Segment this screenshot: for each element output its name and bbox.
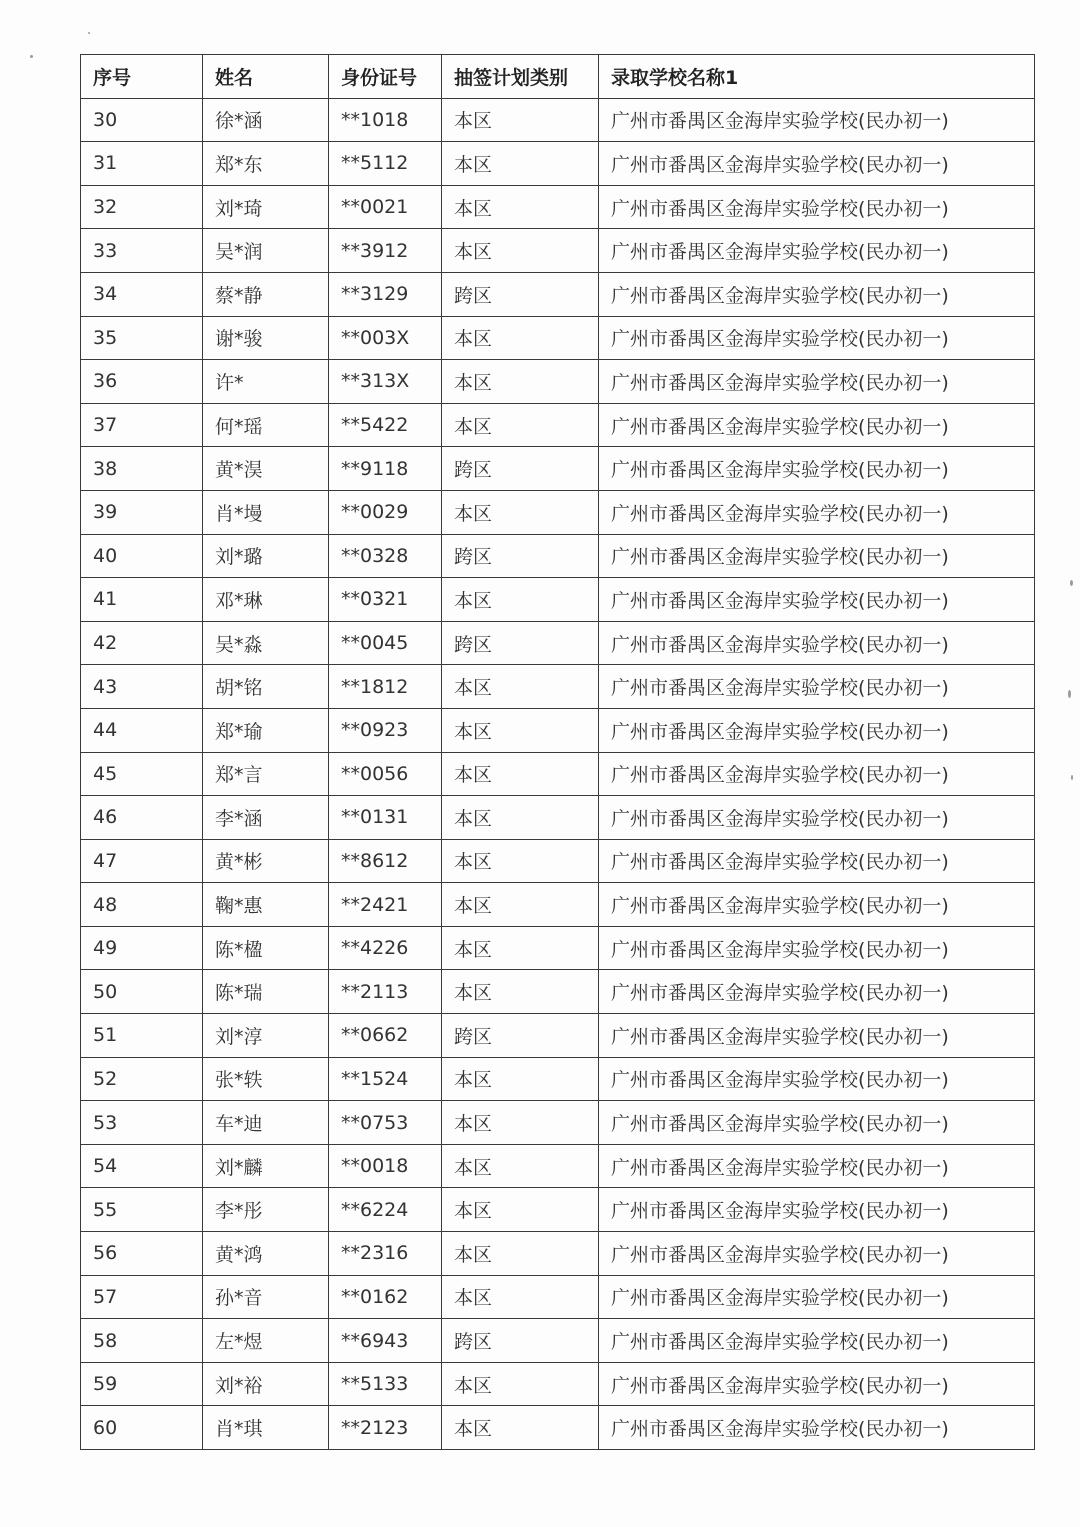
cell-plan-type: 本区 <box>442 1362 599 1406</box>
cell-school-name: 广州市番禺区金海岸实验学校(民办初一) <box>599 360 1035 404</box>
cell-seq: 42 <box>81 621 203 665</box>
cell-seq: 31 <box>81 142 203 186</box>
cell-id-number: **0021 <box>329 185 442 229</box>
table-row <box>81 534 1035 578</box>
cell-id-number: **5422 <box>329 403 442 447</box>
table-row <box>81 752 1035 796</box>
table-row <box>81 1232 1035 1276</box>
table-row <box>81 1101 1035 1145</box>
cell-seq: 56 <box>81 1232 203 1276</box>
table-row <box>81 839 1035 883</box>
table-body <box>81 98 1035 1449</box>
cell-id-number: **5133 <box>329 1362 442 1406</box>
table-row <box>81 403 1035 447</box>
cell-plan-type: 本区 <box>442 142 599 186</box>
cell-seq: 49 <box>81 926 203 970</box>
header-seq: 序号 <box>81 55 203 99</box>
cell-seq: 45 <box>81 752 203 796</box>
cell-plan-type: 本区 <box>442 708 599 752</box>
cell-seq: 32 <box>81 185 203 229</box>
cell-name: 张*轶 <box>203 1057 329 1101</box>
cell-id-number: **1812 <box>329 665 442 709</box>
cell-seq: 43 <box>81 665 203 709</box>
cell-school-name: 广州市番禺区金海岸实验学校(民办初一) <box>599 98 1035 142</box>
cell-school-name: 广州市番禺区金海岸实验学校(民办初一) <box>599 185 1035 229</box>
cell-plan-type: 跨区 <box>442 272 599 316</box>
cell-name: 刘*麟 <box>203 1144 329 1188</box>
cell-plan-type: 本区 <box>442 490 599 534</box>
cell-name: 陈*瑞 <box>203 970 329 1014</box>
cell-id-number: **9118 <box>329 447 442 491</box>
cell-school-name: 广州市番禺区金海岸实验学校(民办初一) <box>599 1014 1035 1058</box>
cell-seq: 48 <box>81 883 203 927</box>
table-row <box>81 142 1035 186</box>
table-row <box>81 1275 1035 1319</box>
header-plan-type: 抽签计划类别 <box>442 55 599 99</box>
cell-id-number: **1018 <box>329 98 442 142</box>
cell-seq: 60 <box>81 1406 203 1450</box>
cell-seq: 47 <box>81 839 203 883</box>
cell-name: 陈*楹 <box>203 926 329 970</box>
cell-seq: 54 <box>81 1144 203 1188</box>
cell-school-name: 广州市番禺区金海岸实验学校(民办初一) <box>599 272 1035 316</box>
cell-id-number: **0056 <box>329 752 442 796</box>
header-id-number: 身份证号 <box>329 55 442 99</box>
scan-speck <box>1071 775 1073 780</box>
cell-school-name: 广州市番禺区金海岸实验学校(民办初一) <box>599 665 1035 709</box>
table-row <box>81 926 1035 970</box>
cell-name: 肖*墁 <box>203 490 329 534</box>
cell-plan-type: 本区 <box>442 316 599 360</box>
cell-seq: 33 <box>81 229 203 273</box>
cell-id-number: **3912 <box>329 229 442 273</box>
cell-plan-type: 本区 <box>442 403 599 447</box>
cell-plan-type: 本区 <box>442 578 599 622</box>
cell-plan-type: 跨区 <box>442 534 599 578</box>
cell-plan-type: 本区 <box>442 839 599 883</box>
cell-name: 刘*琦 <box>203 185 329 229</box>
cell-name: 蔡*静 <box>203 272 329 316</box>
cell-name: 孙*音 <box>203 1275 329 1319</box>
cell-school-name: 广州市番禺区金海岸实验学校(民办初一) <box>599 926 1035 970</box>
cell-id-number: **0923 <box>329 708 442 752</box>
cell-school-name: 广州市番禺区金海岸实验学校(民办初一) <box>599 229 1035 273</box>
cell-name: 李*涵 <box>203 796 329 840</box>
cell-school-name: 广州市番禺区金海岸实验学校(民办初一) <box>599 1275 1035 1319</box>
cell-school-name: 广州市番禺区金海岸实验学校(民办初一) <box>599 1188 1035 1232</box>
cell-id-number: **0328 <box>329 534 442 578</box>
table-row <box>81 621 1035 665</box>
cell-plan-type: 本区 <box>442 185 599 229</box>
cell-school-name: 广州市番禺区金海岸实验学校(民办初一) <box>599 839 1035 883</box>
cell-name: 李*彤 <box>203 1188 329 1232</box>
cell-school-name: 广州市番禺区金海岸实验学校(民办初一) <box>599 403 1035 447</box>
cell-seq: 37 <box>81 403 203 447</box>
cell-name: 刘*璐 <box>203 534 329 578</box>
cell-school-name: 广州市番禺区金海岸实验学校(民办初一) <box>599 1319 1035 1363</box>
table-row <box>81 883 1035 927</box>
cell-name: 车*迪 <box>203 1101 329 1145</box>
cell-school-name: 广州市番禺区金海岸实验学校(民办初一) <box>599 708 1035 752</box>
cell-name: 郑*瑜 <box>203 708 329 752</box>
table-row <box>81 360 1035 404</box>
cell-school-name: 广州市番禺区金海岸实验学校(民办初一) <box>599 621 1035 665</box>
cell-plan-type: 本区 <box>442 98 599 142</box>
cell-school-name: 广州市番禺区金海岸实验学校(民办初一) <box>599 1144 1035 1188</box>
cell-plan-type: 本区 <box>442 360 599 404</box>
cell-seq: 52 <box>81 1057 203 1101</box>
cell-plan-type: 本区 <box>442 665 599 709</box>
scan-speck <box>30 55 33 58</box>
cell-seq: 58 <box>81 1319 203 1363</box>
cell-id-number: **5112 <box>329 142 442 186</box>
cell-seq: 30 <box>81 98 203 142</box>
cell-name: 许* <box>203 360 329 404</box>
table-row <box>81 1014 1035 1058</box>
table-header-row <box>81 55 1035 99</box>
cell-name: 徐*涵 <box>203 98 329 142</box>
cell-name: 邓*琳 <box>203 578 329 622</box>
table-row <box>81 578 1035 622</box>
cell-seq: 40 <box>81 534 203 578</box>
cell-name: 吴*润 <box>203 229 329 273</box>
table-row <box>81 1057 1035 1101</box>
cell-name: 肖*琪 <box>203 1406 329 1450</box>
scan-speck <box>1068 690 1071 698</box>
table-row <box>81 665 1035 709</box>
cell-plan-type: 跨区 <box>442 1319 599 1363</box>
cell-school-name: 广州市番禺区金海岸实验学校(民办初一) <box>599 752 1035 796</box>
cell-name: 左*煜 <box>203 1319 329 1363</box>
cell-id-number: **0162 <box>329 1275 442 1319</box>
cell-name: 黄*鸿 <box>203 1232 329 1276</box>
cell-id-number: **313X <box>329 360 442 404</box>
table-row <box>81 447 1035 491</box>
cell-name: 鞠*惠 <box>203 883 329 927</box>
cell-plan-type: 本区 <box>442 1144 599 1188</box>
cell-seq: 44 <box>81 708 203 752</box>
cell-seq: 36 <box>81 360 203 404</box>
table-row <box>81 1319 1035 1363</box>
cell-seq: 38 <box>81 447 203 491</box>
header-school-name: 录取学校名称1 <box>599 55 1035 99</box>
table-row <box>81 1406 1035 1450</box>
table-row <box>81 1188 1035 1232</box>
cell-seq: 41 <box>81 578 203 622</box>
cell-school-name: 广州市番禺区金海岸实验学校(民办初一) <box>599 1232 1035 1276</box>
cell-school-name: 广州市番禺区金海岸实验学校(民办初一) <box>599 1101 1035 1145</box>
cell-name: 黄*彬 <box>203 839 329 883</box>
cell-school-name: 广州市番禺区金海岸实验学校(民办初一) <box>599 316 1035 360</box>
cell-plan-type: 跨区 <box>442 621 599 665</box>
table-row <box>81 1362 1035 1406</box>
cell-plan-type: 本区 <box>442 1188 599 1232</box>
cell-id-number: **0753 <box>329 1101 442 1145</box>
cell-plan-type: 本区 <box>442 752 599 796</box>
cell-plan-type: 本区 <box>442 1406 599 1450</box>
cell-id-number: **2316 <box>329 1232 442 1276</box>
cell-name: 黄*淏 <box>203 447 329 491</box>
cell-name: 吴*淼 <box>203 621 329 665</box>
header-name: 姓名 <box>203 55 329 99</box>
cell-plan-type: 本区 <box>442 1057 599 1101</box>
cell-name: 刘*裕 <box>203 1362 329 1406</box>
cell-plan-type: 本区 <box>442 796 599 840</box>
cell-school-name: 广州市番禺区金海岸实验学校(民办初一) <box>599 578 1035 622</box>
table-row <box>81 229 1035 273</box>
table-row <box>81 708 1035 752</box>
cell-seq: 50 <box>81 970 203 1014</box>
table-row <box>81 970 1035 1014</box>
cell-school-name: 广州市番禺区金海岸实验学校(民办初一) <box>599 970 1035 1014</box>
cell-id-number: **4226 <box>329 926 442 970</box>
cell-plan-type: 本区 <box>442 1101 599 1145</box>
table-row <box>81 272 1035 316</box>
cell-name: 胡*铭 <box>203 665 329 709</box>
cell-id-number: **2421 <box>329 883 442 927</box>
cell-id-number: **0029 <box>329 490 442 534</box>
cell-school-name: 广州市番禺区金海岸实验学校(民办初一) <box>599 1406 1035 1450</box>
scan-speck <box>1070 580 1073 586</box>
cell-name: 何*瑶 <box>203 403 329 447</box>
cell-id-number: **2123 <box>329 1406 442 1450</box>
cell-plan-type: 本区 <box>442 229 599 273</box>
cell-seq: 53 <box>81 1101 203 1145</box>
admission-table <box>80 54 1035 1450</box>
cell-seq: 57 <box>81 1275 203 1319</box>
cell-name: 谢*骏 <box>203 316 329 360</box>
cell-seq: 59 <box>81 1362 203 1406</box>
cell-id-number: **0018 <box>329 1144 442 1188</box>
cell-id-number: **3129 <box>329 272 442 316</box>
cell-id-number: **1524 <box>329 1057 442 1101</box>
cell-seq: 46 <box>81 796 203 840</box>
cell-school-name: 广州市番禺区金海岸实验学校(民办初一) <box>599 1057 1035 1101</box>
cell-seq: 51 <box>81 1014 203 1058</box>
cell-id-number: **0321 <box>329 578 442 622</box>
cell-seq: 39 <box>81 490 203 534</box>
cell-school-name: 广州市番禺区金海岸实验学校(民办初一) <box>599 490 1035 534</box>
cell-plan-type: 本区 <box>442 970 599 1014</box>
cell-id-number: **2113 <box>329 970 442 1014</box>
cell-name: 郑*言 <box>203 752 329 796</box>
table-row <box>81 490 1035 534</box>
table-row <box>81 316 1035 360</box>
cell-id-number: **8612 <box>329 839 442 883</box>
cell-id-number: **0045 <box>329 621 442 665</box>
cell-seq: 55 <box>81 1188 203 1232</box>
cell-school-name: 广州市番禺区金海岸实验学校(民办初一) <box>599 534 1035 578</box>
table-row <box>81 796 1035 840</box>
cell-plan-type: 本区 <box>442 926 599 970</box>
cell-id-number: **0131 <box>329 796 442 840</box>
cell-id-number: **003X <box>329 316 442 360</box>
scan-speck <box>88 32 90 34</box>
cell-school-name: 广州市番禺区金海岸实验学校(民办初一) <box>599 447 1035 491</box>
table-row <box>81 1144 1035 1188</box>
cell-school-name: 广州市番禺区金海岸实验学校(民办初一) <box>599 1362 1035 1406</box>
cell-plan-type: 本区 <box>442 883 599 927</box>
cell-school-name: 广州市番禺区金海岸实验学校(民办初一) <box>599 796 1035 840</box>
cell-name: 刘*淳 <box>203 1014 329 1058</box>
cell-id-number: **6943 <box>329 1319 442 1363</box>
cell-school-name: 广州市番禺区金海岸实验学校(民办初一) <box>599 142 1035 186</box>
cell-id-number: **0662 <box>329 1014 442 1058</box>
cell-school-name: 广州市番禺区金海岸实验学校(民办初一) <box>599 883 1035 927</box>
cell-seq: 35 <box>81 316 203 360</box>
cell-plan-type: 跨区 <box>442 1014 599 1058</box>
cell-seq: 34 <box>81 272 203 316</box>
cell-plan-type: 本区 <box>442 1232 599 1276</box>
cell-id-number: **6224 <box>329 1188 442 1232</box>
table-row <box>81 98 1035 142</box>
cell-plan-type: 跨区 <box>442 447 599 491</box>
table-row <box>81 185 1035 229</box>
cell-name: 郑*东 <box>203 142 329 186</box>
cell-plan-type: 本区 <box>442 1275 599 1319</box>
